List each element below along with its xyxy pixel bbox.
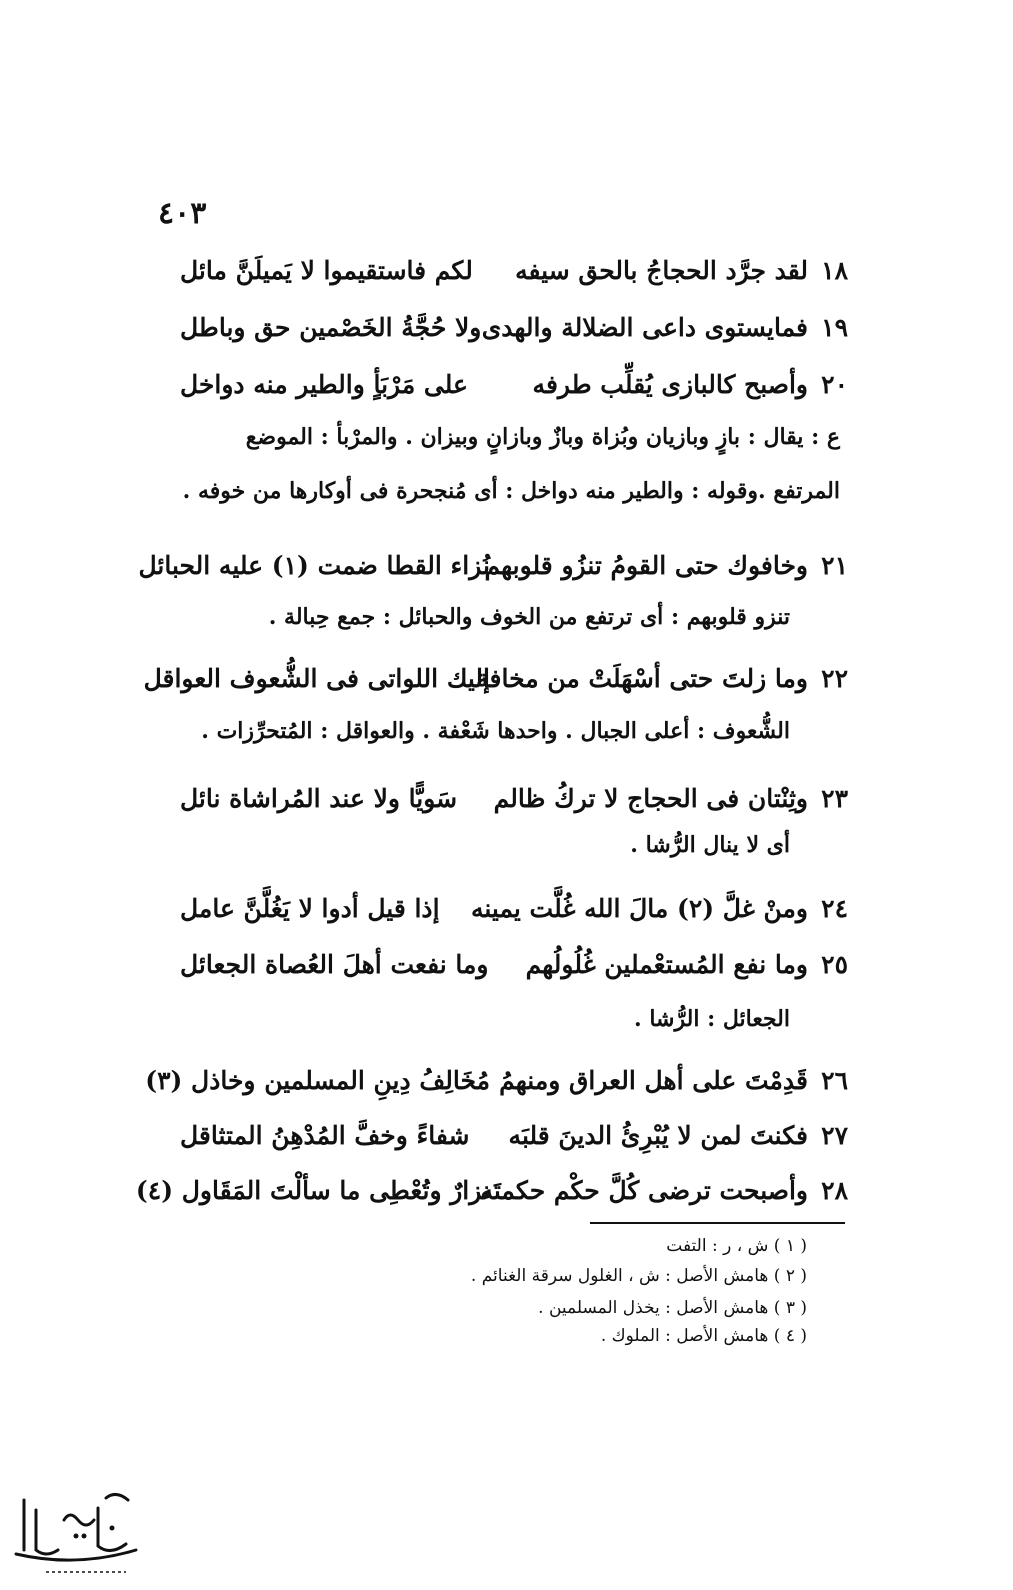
commentary-line: ع : يقال : بازٍ وبازيان وبُزاة وبازٌ وبازانٍ وبيزان . والمرْبأ : الموضع <box>245 424 840 450</box>
footnote: ( ٣ ) هامش الأصل : يخذل المسلمين . <box>538 1298 807 1318</box>
verse-second-hemistich: لكم فاستقيموا لا يَميلَنَّ مائل <box>180 255 473 285</box>
verse-number: ٢٠ <box>821 369 848 399</box>
verse-second-hemistich: على مَرْبَأٍ والطير منه دواخل <box>180 369 468 399</box>
verse-number: ١٩ <box>821 312 848 342</box>
verse-line <box>145 1058 848 1102</box>
verse-line <box>135 1168 848 1212</box>
commentary-line: المرتفع .وقوله : والطير منه دواخل : أى مُنجحرة فى أوكارها من خوفه . <box>182 478 840 504</box>
verse-first-hemistich: وأصبح كالبازى يُقلِّب طرفه <box>532 369 808 399</box>
calligraphy-logo <box>6 1480 146 1580</box>
page-number: ٤٠٣ <box>158 196 207 231</box>
commentary-line: الجعائل : الرُّشا . <box>634 1006 790 1032</box>
verse-first-hemistich: ومنْ غلَّ (٢) مالَ الله غُلَّت يمينه <box>470 893 808 923</box>
verse-number: ٢١ <box>821 550 848 580</box>
verse-number: ٢٤ <box>821 893 848 923</box>
verse-number: ٢٨ <box>821 1175 848 1205</box>
verse-line <box>180 248 848 292</box>
verse-second-hemistich: إذا قيل أدوا لا يَغُلَّنَّ عامل <box>180 893 440 923</box>
verse-second-hemistich: نُزاء القطا ضمت (١) عليه الحبائل <box>138 550 490 580</box>
verse-number: ٢٧ <box>821 1120 848 1150</box>
footnote: ( ١ ) ش ، ر : التفت <box>666 1236 807 1256</box>
verse-first-hemistich: قَدِمْتَ على أهل العراق ومنهمُ <box>499 1065 808 1095</box>
verse-first-hemistich: فكنتَ لمن لا يُبْرِئُ الدينَ قلبَه <box>508 1120 808 1150</box>
verse-line <box>180 886 848 930</box>
verse-second-hemistich: نزارٌ وتُعْطِى ما سألْتَ المَقَاول (٤) <box>135 1175 490 1205</box>
verse-first-hemistich: وأصبحت ترضى كُلَّ حكْم حكمتَه <box>480 1175 808 1205</box>
commentary-line: الشُّعوف : أعلى الجبال . واحدها شَعْفة . والعواقل : المُتحرِّزات . <box>201 718 790 744</box>
verse-second-hemistich: سَويًّا ولا عند المُراشاة نائل <box>180 783 458 813</box>
footnote: ( ٢ ) هامش الأصل : ش ، الغلول سرقة الغنائم . <box>470 1266 807 1286</box>
footnote-rule <box>590 1222 845 1224</box>
verse-line <box>180 1113 848 1157</box>
verse-number: ٢٣ <box>821 783 848 813</box>
verse-first-hemistich: لقد جرَّد الحجاجُ بالحق سيفه <box>515 255 808 285</box>
verse-first-hemistich: فمايستوى داعى الضلالة والهدى <box>481 312 808 342</box>
verse-number: ٢٥ <box>821 949 848 979</box>
verse-line <box>180 305 848 349</box>
verse-second-hemistich: إليك اللواتى فى الشُّعوف العواقل <box>143 663 490 693</box>
verse-second-hemistich: مُخَالِفُ دِينِ المسلمين وخاذل (٣) <box>145 1065 490 1095</box>
verse-first-hemistich: وما نفع المُستعْملين غُلُولُهم <box>525 949 808 979</box>
verse-first-hemistich: وثِنْتان فى الحجاج لا تركُ ظالم <box>493 783 808 813</box>
verse-line <box>180 362 848 406</box>
verse-second-hemistich: شفاءً وخفَّ المُدْهِنُ المتثاقل <box>180 1120 470 1150</box>
verse-line <box>143 656 848 700</box>
verse-first-hemistich: وما زلتَ حتى أسْهَلَتْ من مخافة <box>476 663 808 693</box>
verse-first-hemistich: وخافوك حتى القومُ تنزُو قلوبهم <box>484 550 808 580</box>
commentary-line: أى لا ينال الرُّشا . <box>630 832 790 858</box>
verse-number: ٢٢ <box>821 663 848 693</box>
verse-number: ١٨ <box>821 255 848 285</box>
commentary-line: تنزو قلوبهم : أى ترتفع من الخوف والحبائل : جمع حِبالة . <box>268 604 790 630</box>
footnote: ( ٤ ) هامش الأصل : الملوك . <box>600 1326 807 1346</box>
verse-second-hemistich: ولا حُجَّةُ الخَصْمين حق وباطل <box>180 312 482 342</box>
verse-second-hemistich: وما نفعت أهلَ العُصاة الجعائل <box>180 949 489 979</box>
verse-line <box>180 776 848 820</box>
verse-line <box>180 942 848 986</box>
verse-line <box>138 543 848 587</box>
verse-number: ٢٦ <box>821 1065 848 1095</box>
